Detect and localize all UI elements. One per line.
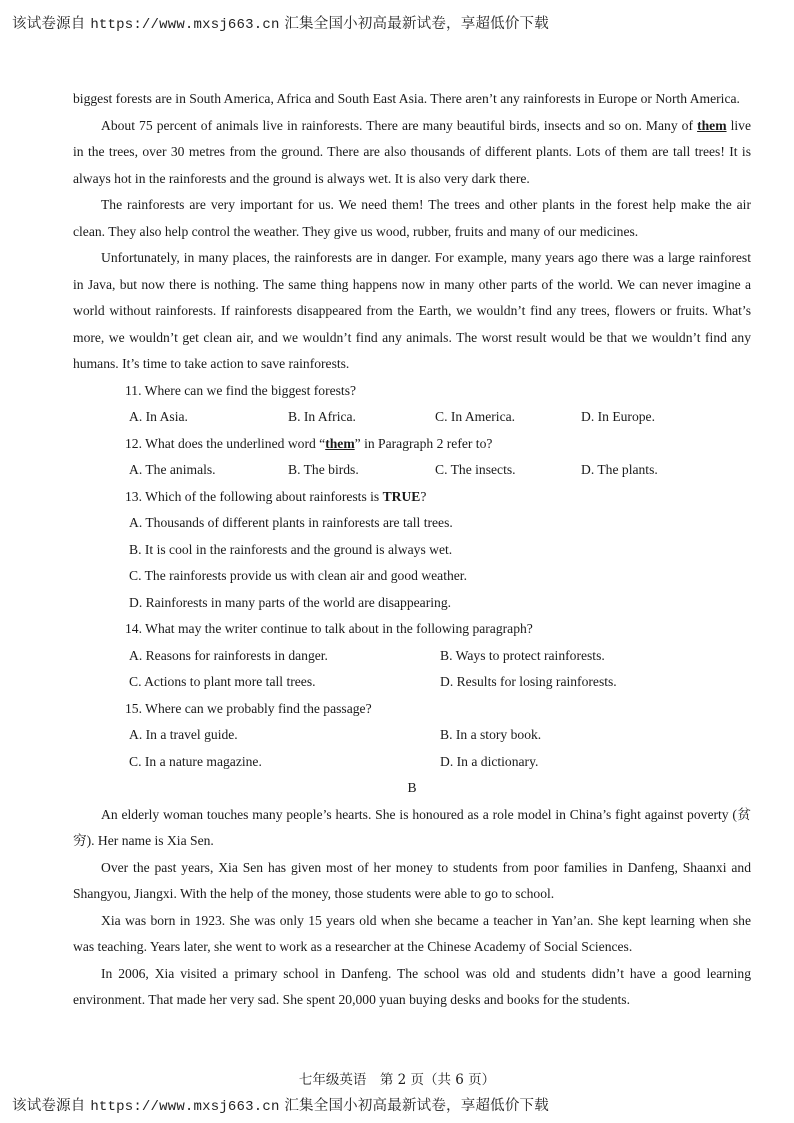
question-15-stem: 15. Where can we probably find the passage? [125,700,372,716]
option-d: D. In a dictionary. [440,753,539,769]
option-b: B. In a story book. [440,727,542,742]
source-banner-bottom [12,1094,549,1115]
underlined-word: them [697,117,727,133]
option-b: B. Ways to protect rainforests. [440,647,605,663]
option-c: C. The insects. [435,462,516,477]
banner-url[interactable]: https://www.mxsj663.cn [90,1099,280,1115]
option-a: A. In a travel guide. [129,727,238,742]
option-b: B. In Africa. [288,409,356,424]
question-15-options-row-1 [73,722,751,749]
question-12-stem [73,431,751,458]
option-d: D. The plants. [581,462,658,477]
option-a: A. The animals. [129,462,216,477]
passage-a-paragraph-2 [73,113,751,193]
underlined-word: them [325,435,355,451]
option-b: B. The birds. [288,462,359,477]
passage-b-paragraph-4: In 2006, Xia visited a primary school in Danfeng. The school was old and students didn’t have a good learning environment. That made her very sad. She spent 20,000 yuan buying desks and books for the students. [73,965,751,1007]
option-d: D. Results for losing rainforests. [440,674,617,689]
question-15-options-row-2 [73,749,751,776]
stem-text: ? [420,488,427,504]
passage-b-paragraph-2: Over the past years, Xia Sen has given most of her money to students from poor families in Danfeng, Shaanxi and Shangyou, Jiangxi. With the help of the money, those students were able to go to school. [73,859,751,901]
option-d: D. Rainforests in many parts of the world are disappearing. [129,594,452,610]
option-c: C. In America. [435,409,516,424]
page-content [73,86,751,1014]
page-footer: 七年级英语 第 2 页（共 6 页） [298,1072,496,1088]
option-c: C. Actions to plant more tall trees. [129,674,316,689]
bold-word: TRUE [382,488,421,504]
question-11-options [73,404,751,431]
option-a: A. In Asia. [129,409,188,424]
question-13-stem [73,484,751,511]
banner-prefix: 该试卷源自 [12,1098,86,1114]
stem-text: ” in Paragraph 2 refer to? [354,435,493,451]
option-c: C. The rainforests provide us with clean air and good weather. [129,568,467,583]
passage-a-paragraph-4: Unfortunately, in many places, the rainforests are in danger. For example, many years ago there was a large rainforest in Java, but now there is nothing. The same thing happens now in many other parts of the world. We can never imagine a world without rainforests. If rainforests disappeared from the Earth, we wouldn’t find any trees, flowers or fruits. What’s more, we wouldn’t get clean air, and we wouldn’t find any animals. The worst result would be that we wouldn’t find any humans. It’s time to take action to save rainforests. [73,250,751,371]
question-14-options-row-1 [73,643,751,670]
source-banner-top [12,12,549,33]
paragraph-text: About 75 percent of animals live in rainforests. There are many beautiful birds, insects and so on. Many of [101,117,698,133]
option-d: D. In Europe. [581,409,655,424]
passage-a-paragraph-1: biggest forests are in South America, Africa and South East Asia. There aren’t any rainforests in Europe or North America. [73,91,740,106]
question-14-stem: 14. What may the writer continue to talk about in the following paragraph? [125,621,533,636]
paragraph-text: live in the trees, over 30 metres from the ground. There are also thousands of different plants. Lots of them are tall trees! It is always hot in the rainforests and the ground is always wet. It is also very dark there. [73,117,751,186]
passage-b-paragraph-3: Xia was born in 1923. She was only 15 years old when she became a teacher in Yan’an. She kept learning when she was teaching. Years later, she went to work as a researcher at the Chinese Academy of Social Sciences. [73,912,751,954]
banner-suffix: 汇集全国小初高最新试卷，享超低价下载 [284,16,549,32]
passage-a-paragraph-3: The rainforests are very important for us. We need them! The trees and other plants in the forest help make the air clean. They also help control the weather. They give us wood, rubber, fruits and many of our medicines. [73,197,751,239]
option-c: C. In a nature magazine. [129,753,262,769]
banner-prefix: 该试卷源自 [12,16,86,32]
option-a: A. Thousands of different plants in rainforests are tall trees. [129,515,453,530]
question-11-stem: 11. Where can we find the biggest forests? [125,382,357,398]
option-b: B. It is cool in the rainforests and the ground is always wet. [129,541,453,557]
banner-suffix: 汇集全国小初高最新试卷，享超低价下载 [284,1098,549,1114]
stem-text: 12. What does the underlined word “ [125,435,326,451]
option-a: A. Reasons for rainforests in danger. [129,647,328,663]
question-14-options-row-2 [73,669,751,696]
stem-text: 13. Which of the following about rainforests is [125,488,383,504]
section-b-heading: B [407,780,417,795]
passage-b-paragraph-1: An elderly woman touches many people’s hearts. She is honoured as a role model in China’s fight against poverty (贫穷). Her name is Xia Sen. [73,806,751,848]
banner-url[interactable]: https://www.mxsj663.cn [90,17,280,33]
question-12-options [73,457,751,484]
